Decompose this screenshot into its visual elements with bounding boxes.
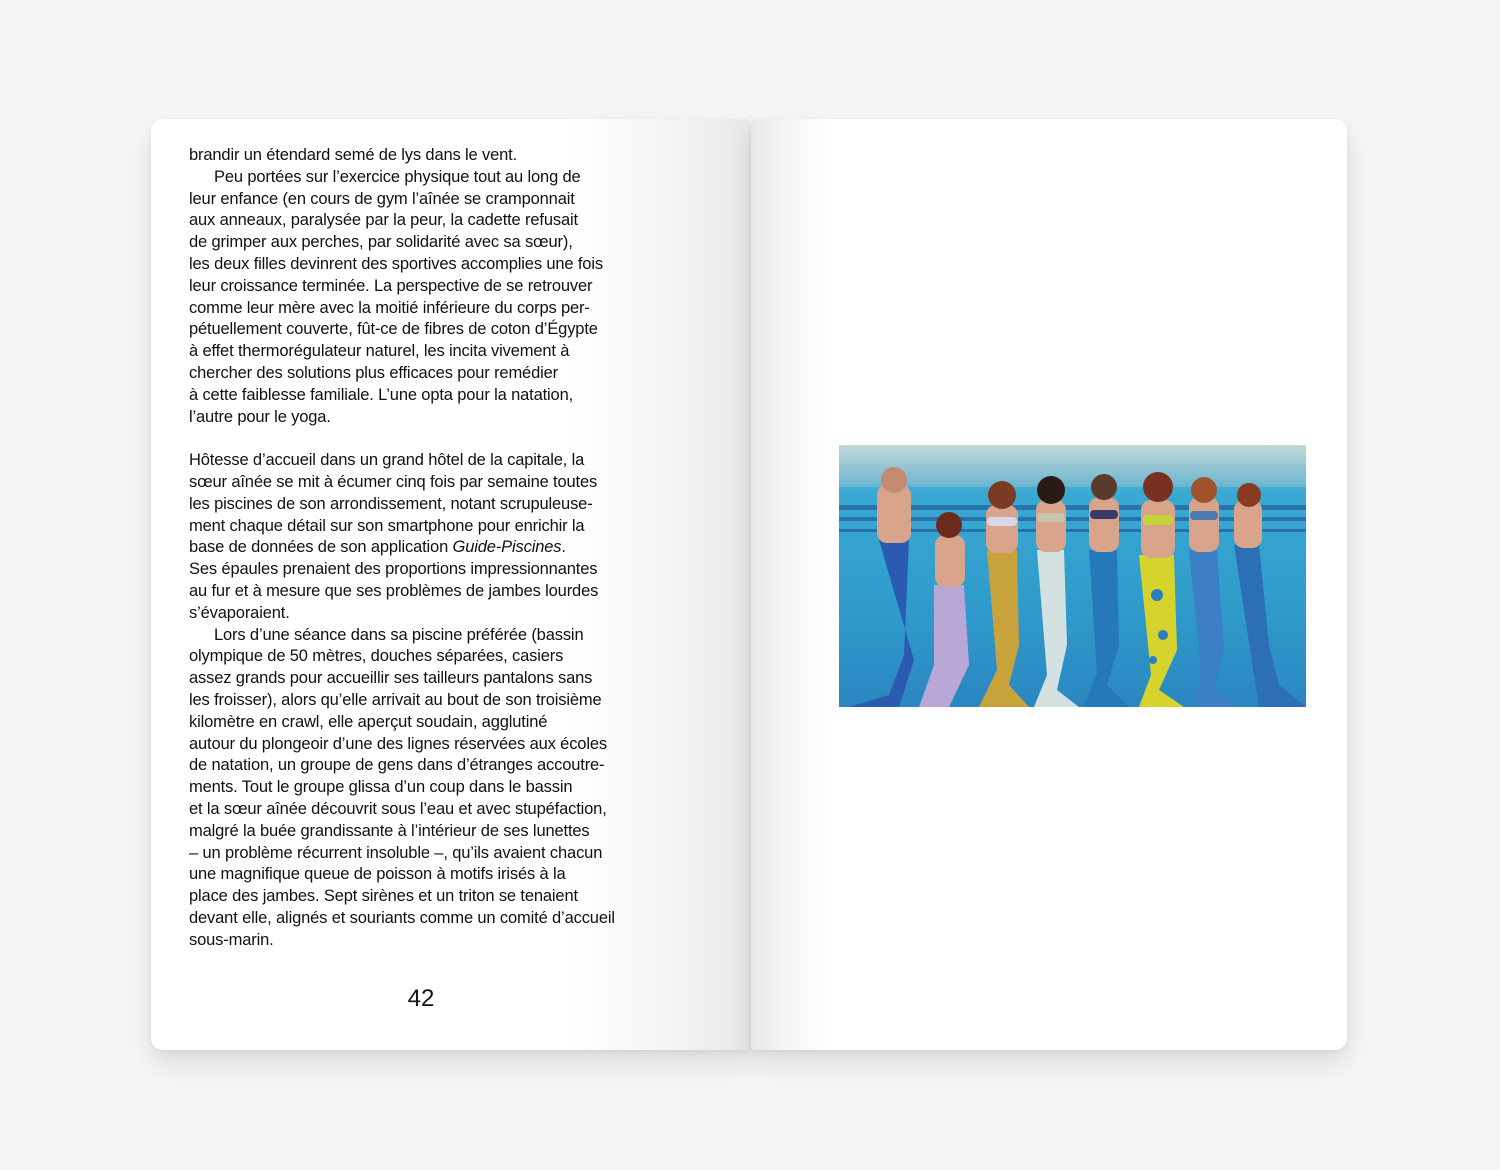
text-line	[189, 821, 664, 843]
underwater-mermaids-photo	[839, 445, 1306, 707]
app-name-italic: Guide-Piscines	[452, 538, 562, 557]
text-line	[189, 843, 664, 865]
text-line	[189, 276, 664, 298]
right-page	[751, 119, 1347, 1050]
text-line-content: devant elle, alignés et souriants comme un comité d’accueil	[189, 908, 615, 927]
text-line-content: leur croissance terminée. La perspective de se retrouver	[189, 276, 593, 295]
paragraph-gap	[189, 428, 664, 450]
text-line	[189, 385, 664, 407]
text-line	[189, 298, 664, 320]
text-line-content: les froisser), alors qu’elle arrivait au bout de son troisième	[189, 690, 602, 709]
text-line	[189, 712, 664, 734]
text-line-content: et la sœur aînée découvrit sous l’eau et avec stupéfaction,	[189, 799, 607, 818]
text-line-content: assez grands pour accueillir ses tailleurs pantalons sans	[189, 669, 593, 688]
text-line	[189, 537, 664, 559]
text-line	[189, 341, 664, 363]
text-line-content: Lors d’une séance dans sa piscine préférée (bassin	[214, 625, 584, 644]
text-line-content: leur enfance (en cours de gym l’aînée se cramponnait	[189, 189, 575, 208]
text-line	[189, 646, 664, 668]
text-line	[189, 189, 664, 211]
text-line-content: de natation, un groupe de gens dans d’étranges accoutre-	[189, 756, 605, 775]
text-line-content: sœur aînée se mit à écumer cinq fois par semaine toutes	[189, 472, 598, 491]
text-line-content: les deux filles devinrent des sportives accomplies une fois	[189, 254, 603, 273]
text-line	[189, 494, 664, 516]
text-line	[189, 734, 664, 756]
text-line	[189, 167, 664, 189]
text-line	[189, 930, 664, 952]
text-line-content: comme leur mère avec la moitié inférieure du corps per-	[189, 298, 590, 317]
photo-illustration	[839, 445, 1306, 707]
text-line	[189, 319, 664, 341]
text-line-content: s’évaporaient.	[189, 603, 290, 622]
text-line-content: Hôtesse d’accueil dans un grand hôtel de la capitale, la	[189, 451, 585, 470]
text-line-content: Peu portées sur l’exercice physique tout au long de	[214, 167, 581, 186]
text-line	[189, 864, 664, 886]
text-line-content: pétuellement couverte, fût-ce de fibres de coton d’Égypte	[189, 320, 598, 339]
text-line	[189, 908, 664, 930]
text-line	[189, 145, 664, 167]
text-line	[189, 886, 664, 908]
text-line-content: à cette faiblesse familiale. L’une opta pour la natation,	[189, 385, 574, 404]
text-line	[189, 407, 664, 429]
left-page	[151, 119, 749, 1050]
text-line-content: sous-marin.	[189, 930, 274, 949]
text-line-content: kilomètre en crawl, elle aperçut soudain, agglutiné	[189, 712, 548, 731]
text-line-content: ments. Tout le groupe glissa d’un coup dans le bassin	[189, 778, 573, 797]
text-line	[189, 690, 664, 712]
text-line-content: autour du plongeoir d’une des lignes réservées aux écoles	[189, 734, 607, 753]
text-line	[189, 603, 664, 625]
body-text	[189, 145, 664, 951]
text-line-content: malgré la buée grandissante à l’intérieur de ses lunettes	[189, 821, 590, 840]
text-line	[189, 450, 664, 472]
text-line-content: – un problème récurrent insoluble –, qu’ils avaient chacun	[189, 843, 603, 862]
text-line-content: ment chaque détail sur son smartphone pour enrichir la	[189, 516, 585, 535]
text-line-content: brandir un étendard semé de lys dans le vent.	[189, 146, 518, 164]
text-line-content: Ses épaules prenaient des proportions impressionnantes	[189, 560, 598, 579]
text-line-content: base de données de son application	[189, 538, 453, 557]
text-line	[189, 232, 664, 254]
text-line	[189, 755, 664, 777]
text-line-content: l’autre pour le yoga.	[189, 407, 331, 426]
text-line	[189, 799, 664, 821]
text-line	[189, 668, 664, 690]
text-line	[189, 559, 664, 581]
text-line	[189, 472, 664, 494]
text-line-content: de grimper aux perches, par solidarité avec sa sœur),	[189, 233, 573, 252]
text-line-content: chercher des solutions plus efficaces pour remédier	[189, 363, 558, 382]
text-line	[189, 581, 664, 603]
text-line-content: une magnifique queue de poisson à motifs irisés à la	[189, 865, 566, 884]
text-line	[189, 210, 664, 232]
text-line-content: olympique de 50 mètres, douches séparées, casiers	[189, 647, 564, 666]
text-line-content: à effet thermorégulateur naturel, les incita vivement à	[189, 342, 570, 361]
text-line	[189, 254, 664, 276]
text-line-content: aux anneaux, paralysée par la peur, la cadette refusait	[189, 211, 578, 230]
text-line	[189, 625, 664, 647]
text-line-content: au fur et à mesure que ses problèmes de jambes lourdes	[189, 581, 599, 600]
text-line	[189, 516, 664, 538]
text-line-suffix: .	[561, 538, 566, 557]
text-line-content: place des jambes. Sept sirènes et un triton se tenaient	[189, 887, 578, 906]
page-number: 42	[407, 985, 435, 1012]
text-line	[189, 363, 664, 385]
text-line-content: les piscines de son arrondissement, notant scrupuleuse-	[189, 494, 593, 513]
text-line	[189, 777, 664, 799]
